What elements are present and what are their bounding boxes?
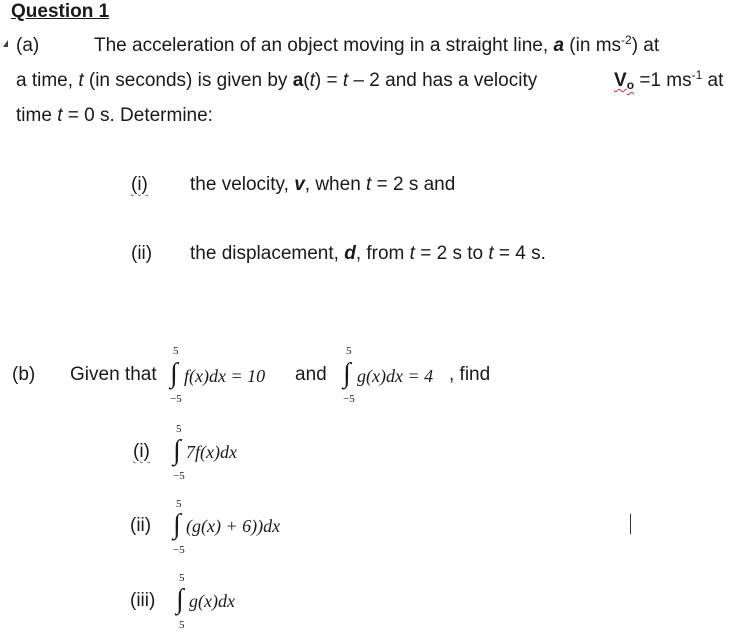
initial-velocity: $V_o =1$ $ms^{-1}$ at [614, 68, 724, 92]
integral1-lower: −5 [170, 393, 182, 405]
part-b-sub-iii-label: (iii) [130, 590, 156, 611]
integral1-expr: f(x)dx = 10 [184, 366, 266, 386]
sub-i-expr: 7f(x)dx [186, 442, 237, 462]
sub-i-upper: 5 [176, 423, 182, 435]
integral1-sign: ∫ [170, 358, 178, 389]
part-a-line1: The acceleration of an object moving in a straight line, a (in $ms^{-2}$) at [94, 33, 660, 56]
part-b-sub-ii-label: (ii) [130, 515, 152, 536]
part-a-label: (a) [16, 35, 40, 56]
part-a-sub-i-label: (i) [131, 174, 148, 195]
part-a-sub-ii-label: (ii) [131, 243, 153, 264]
sub-ii-expr: (g(x) + 6))dx [186, 516, 281, 536]
part-a-line2: a time, t (in seconds) is given by a(t) = t – 2 and has a velocity [16, 70, 538, 91]
integral2-expr: g(x)dx = 4 [357, 366, 434, 386]
sub-iii-expr: g(x)dx [189, 591, 235, 611]
part-a-sub-ii-text: the displacement, d, from t = 2 s to t = 4 s. [190, 243, 546, 264]
sub-iii-upper: 5 [179, 572, 185, 584]
sub-i-integral-sign: ∫ [173, 435, 181, 466]
sub-ii-integral-sign: ∫ [173, 509, 181, 540]
collapse-triangle-icon[interactable] [3, 40, 8, 47]
part-b-label: (b) [12, 364, 36, 385]
integral2-sign: ∫ [343, 358, 351, 389]
part-b-sub-i-label: (i) [133, 441, 150, 462]
sub-i-lower: −5 [173, 470, 185, 482]
integral2-upper: 5 [346, 345, 352, 357]
text-cursor [630, 514, 631, 534]
part-b-find: , find [449, 364, 491, 385]
part-b-and: and [295, 364, 327, 385]
part-b-given: Given that [70, 364, 157, 385]
part-a-line3: time t = 0 s. Determine: [16, 105, 213, 126]
sub-iii-lower: 5 [179, 619, 185, 631]
part-a-sub-i-text: the velocity, v, when t = 2 s and [190, 174, 456, 195]
sub-ii-upper: 5 [176, 498, 182, 510]
sub-iii-integral-sign: ∫ [176, 584, 184, 615]
integral1-upper: 5 [173, 345, 179, 357]
integral2-lower: −5 [343, 393, 355, 405]
question-title: Question 1 [11, 1, 110, 22]
sub-ii-lower: −5 [173, 544, 185, 556]
